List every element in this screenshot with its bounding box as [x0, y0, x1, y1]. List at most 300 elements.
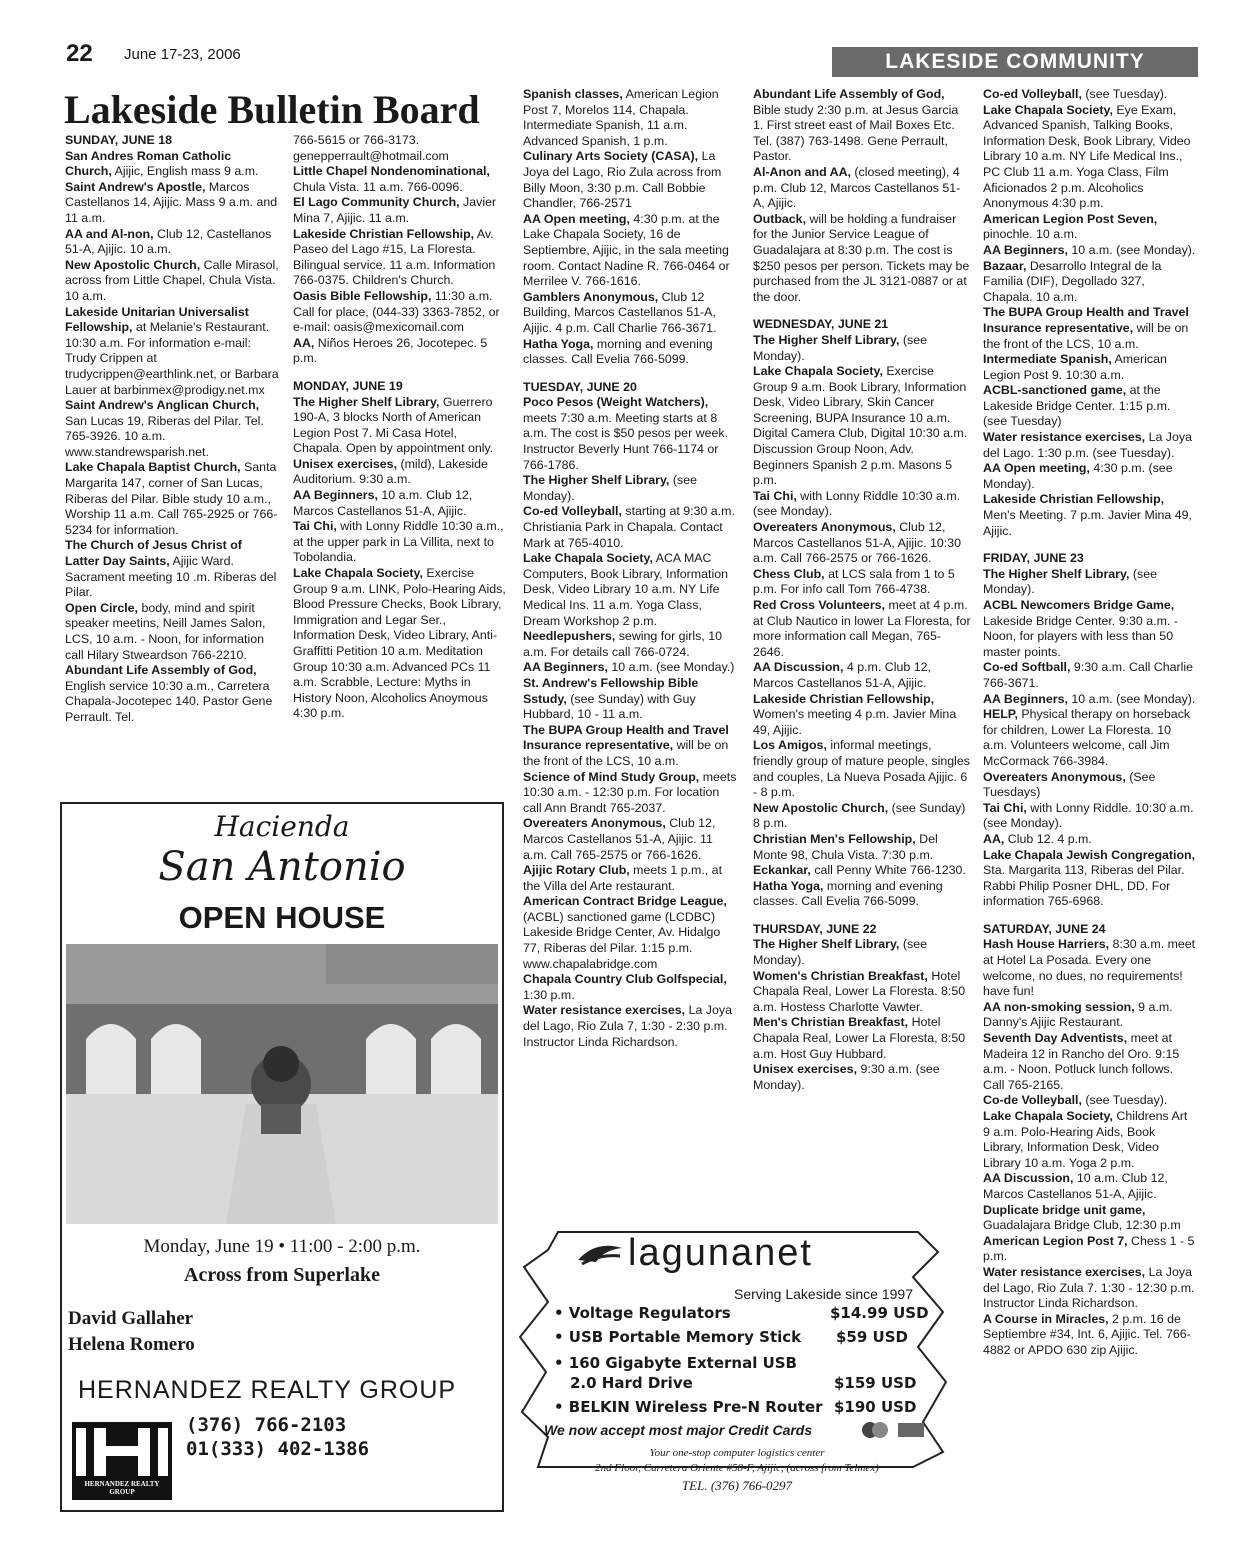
entry-details: Calle Mirasol, across from Little Chapel, Chula Vista. 10 a.m.: [65, 257, 279, 303]
entry-details: body, mind and spirit speaker meetins, Neill James Salon, LCS, 10 a.m. - Noon, for information call Hilary Stweardson 766-2210.: [65, 600, 266, 662]
listing-entry: [983, 692, 1197, 708]
entry-details: San Lucas 19, Riberas del Pilar. Tel. 765-3926. 10 a.m. www.standrewsparish.net.: [65, 413, 264, 459]
entry-details: Club 12, Castellanos 51-A, Ajijic. 10 a.m.: [65, 226, 272, 257]
listing-entry: [65, 601, 279, 663]
entry-name: American Legion Post 7,: [983, 1233, 1128, 1248]
listing-entry: [523, 337, 737, 368]
entry-name: Tai Chi,: [983, 800, 1027, 815]
listing-entry: [983, 1171, 1197, 1202]
entry-name: Poco Pesos (Weight Watchers),: [523, 395, 709, 410]
entry-name: Outback,: [753, 211, 807, 226]
entry-details: 4:30 p.m. (see Monday).: [983, 461, 1173, 491]
listing-column-1: [65, 133, 279, 793]
listing-entry: [523, 816, 737, 863]
entry-details: Hotel Chapala Real, Lower La Floresta, 8:50 a.m. Host Guy Hubbard.: [753, 1015, 966, 1061]
entry-details: La Joya del Lago, Rio Zula across from Billy Moon, 3:30 p.m. Call Bobbie Chandler, 766-2571: [523, 149, 722, 211]
listing-column-2: [293, 133, 507, 793]
entry-name: Overeaters Anonymous,: [983, 769, 1126, 784]
ad-tagline: Serving Lakeside since 1997: [734, 1286, 914, 1302]
entry-details: Guadalajara Bridge Club, 12:30 p.m: [983, 1218, 1181, 1233]
listing-entry: [983, 1109, 1197, 1171]
entry-name: The Higher Shelf Library,: [523, 473, 670, 488]
listing-entry: [753, 692, 971, 739]
entry-details: morning and evening classes. Call Evelia 766-5099.: [753, 878, 943, 909]
hernandez-logo: [72, 1422, 172, 1500]
entry-details: Desarrollo Integral de la Familia (DIF), Degollado 327, Chapala. 10 a.m.: [983, 258, 1162, 304]
entry-name: AA Beginners,: [983, 691, 1068, 706]
entry-details: Physical therapy on horseback for children, Lower La Floresta. 10 a.m. Volunteers welcome, call Jim McCormack 766-3984.: [983, 707, 1191, 768]
ad-agent-1: David Gallaher: [68, 1308, 194, 1329]
ad-footer-line-2: 2nd Floor, Carretera Oriente #58-F, Ajijic, (across from Telmex): [595, 1462, 879, 1474]
listing-entry: [753, 738, 971, 800]
entry-name: Lakeside Christian Fellowship,: [293, 226, 475, 241]
lagunanet-logo: lagunanet: [628, 1232, 813, 1274]
listing-entry: [983, 259, 1197, 306]
listing-entry: [753, 660, 971, 691]
entry-details: 9:30 a.m. (see Monday).: [753, 1062, 940, 1092]
ad-footer-phone: TEL. (376) 766-0297: [681, 1478, 793, 1493]
listing-entry: [523, 863, 737, 894]
listing-entry: [983, 770, 1197, 801]
ad-agent-2: Helena Romero: [68, 1334, 195, 1355]
entry-name: Lake Chapala Baptist Church,: [65, 460, 241, 475]
listing-entry: [983, 1203, 1197, 1234]
entry-name: Saint Andrew's Anglican Church,: [65, 398, 260, 413]
entry-details: (see Monday).: [753, 332, 927, 363]
entry-details: La Joya del Lago. 1:30 p.m. (see Tuesday).: [983, 430, 1192, 460]
listing-entry: [523, 770, 737, 817]
entry-name: Unisex exercises,: [293, 456, 398, 471]
entry-details: sewing for girls, 10 a.m. For details call 766-0724.: [523, 629, 723, 659]
entry-name: HELP,: [983, 707, 1018, 722]
entry-name: Overeaters Anonymous,: [523, 816, 666, 831]
day-heading: SUNDAY, JUNE 18: [65, 133, 172, 147]
entry-details: meet at 4 p.m. at Club Nautico in lower La Floresta, for more information call Megan, 765-2646.: [753, 598, 971, 659]
listing-entry: [65, 258, 279, 305]
entry-details: Exercise Group 9 a.m. LINK, Polo-Hearing Aids, Blood Pressure Checks, Book Library, Immigration and Legar Ser., Information Desk, Video Library, Anti-Graffitti Petition 10 a.m. Meditation Group 10:30 a.m. Advanced PCs 11 a.m. Scrabble, Lecture: Myths in History Noon, Alcoholics Anoymous 4:30 p.m.: [293, 566, 506, 721]
listing-entry: [523, 894, 737, 972]
listing-entry: [523, 676, 737, 723]
entry-details: 1:30 p.m.: [523, 987, 575, 1002]
listing-entry: [523, 660, 737, 676]
entry-name: New Apostolic Church,: [65, 257, 201, 272]
entry-name: Science of Mind Study Group,: [523, 769, 700, 784]
listing-entry: [293, 488, 507, 519]
entry-name: The Higher Shelf Library,: [983, 566, 1130, 581]
entry-name: Red Cross Volunteers,: [753, 598, 885, 612]
entry-name: Water resistance exercises,: [523, 1003, 686, 1018]
entry-name: A Course in Miracles,: [983, 1311, 1109, 1326]
entry-name: Co-ed Volleyball,: [983, 87, 1082, 101]
entry-details: 766-5615 or 766-3173. genepperrault@hotmail.com: [293, 133, 449, 163]
entry-details: (see Tuesday).: [1085, 1093, 1168, 1108]
listing-entry: [753, 801, 971, 832]
entry-details: (see Monday).: [983, 566, 1157, 597]
entry-details: La Joya del Lago, Rio Zula 7, 1:30 - 2:30 p.m. Instructor Linda Richardson.: [523, 1003, 732, 1049]
entry-name: Saint Andrew's Apostle,: [65, 179, 206, 194]
listing-entry: [523, 87, 737, 149]
listing-entry: [523, 504, 737, 551]
listing-entry: [523, 551, 737, 629]
entry-name: AA non-smoking session,: [983, 999, 1135, 1014]
entry-name: American Contract Bridge League,: [523, 894, 727, 909]
entry-details: Guerrero 190-A, 3 blocks North of American Legion Post 7. Mi Casa Hotel, Chapala. Open by appointment only.: [293, 394, 494, 456]
section-banner: LAKESIDE COMMUNITY: [832, 47, 1198, 77]
entry-details: (see Monday).: [753, 937, 927, 968]
entry-name: Women's Christian Breakfast,: [753, 968, 928, 983]
day-heading: WEDNESDAY, JUNE 21: [753, 317, 889, 332]
product-item: • 160 Gigabyte External USB: [554, 1354, 797, 1372]
entry-name: AA,: [983, 831, 1005, 846]
ad-phone-1: (376) 766-2103: [186, 1414, 347, 1436]
listing-entry: [753, 969, 971, 1016]
entry-details: at the Lakeside Bridge Center. 1:15 p.m. (see Tuesday): [983, 383, 1171, 429]
listing-entry: [523, 395, 737, 473]
entry-details: ACA MAC Computers, Book Library, Information Desk, Video Library 10 a.m. NY Life Medical Ins. 11 a.m. Yoga Class, Dream Workshop 2 p.m.: [523, 551, 728, 628]
entry-name: Chapala Country Club Golfspecial,: [523, 972, 727, 987]
listing-entry: [293, 457, 507, 488]
ad-phone-2: 01(333) 402-1386: [186, 1438, 370, 1460]
entry-name: Spanish classes,: [523, 87, 623, 101]
entry-name: The Higher Shelf Library,: [293, 394, 440, 409]
entry-details: Hotel Chapala Real, Lower La Floresta. 8:50 a.m. Hostess Charlotte Vawter.: [753, 968, 966, 1014]
listing-entry: [65, 227, 279, 258]
listing-entry: [523, 1003, 737, 1050]
listing-column-5: [983, 87, 1197, 1527]
entry-details: with Lonny Riddle. 10:30 a.m. (see Monday).: [983, 800, 1194, 831]
entry-name: Lake Chapala Society,: [523, 551, 653, 566]
issue-date: June 17-23, 2006: [124, 46, 241, 63]
entry-name: Gamblers Anonymous,: [523, 289, 659, 304]
listing-entry: [983, 848, 1197, 910]
entry-details: (see Monday).: [523, 473, 697, 503]
entry-details: morning and evening classes. Call Evelia 766-5099.: [523, 336, 713, 367]
entry-details: Chess 1 - 5 p.m.: [983, 1233, 1195, 1264]
entry-name: Men's Christian Breakfast,: [753, 1015, 909, 1030]
listing-entry: [753, 489, 971, 520]
entry-name: The Church of Jesus Christ of Latter Day Saints,: [65, 538, 242, 569]
day-heading: TUESDAY, JUNE 20: [523, 379, 637, 394]
day-heading: SATURDAY, JUNE 24: [983, 921, 1106, 936]
entry-name: AA Beginners,: [293, 488, 378, 503]
entry-name: AA and Al-non,: [65, 226, 154, 241]
listing-entry: [753, 832, 971, 863]
listing-entry: [983, 1093, 1197, 1109]
page-number: 22: [66, 40, 93, 67]
listing-entry: [753, 1062, 971, 1093]
entry-details: (mild), Lakeside Auditorium. 9:30 a.m.: [293, 456, 488, 487]
entry-name: Water resistance exercises,: [983, 1264, 1146, 1279]
listing-entry: [983, 1000, 1197, 1031]
entry-details: Club 12 Building, Marcos Castellanos 51-A, Ajijic. 4 p.m. Call Charlie 766-3671.: [523, 289, 717, 335]
listing-entry: [983, 243, 1197, 259]
entry-name: Tai Chi,: [293, 519, 337, 534]
entry-name: New Apostolic Church,: [753, 800, 889, 815]
entry-details: meets 7:30 a.m. Meeting starts at 8 a.m. The cost is $50 pesos per week. Instructor Beverly Hunt 766-1174 or 766-1786.: [523, 410, 729, 472]
entry-name: Unisex exercises,: [753, 1062, 858, 1077]
entry-details: Chula Vista. 11 a.m. 766-0096.: [293, 179, 463, 194]
listing-entry: [753, 364, 971, 489]
entry-details: will be holding a fundraiser for the Junior Service League of Guadalajara at 8:30 p.m. The cost is $250 pesos per person. Tickets may be purchased from the JL 3121-0887 or at the door.: [753, 211, 970, 304]
entry-details: with Lonny Riddle 10:30 a.m. (see Monday).: [753, 488, 961, 519]
entry-details: Lakeside Bridge Center. 9:30 a.m. - Noon, for players with less than 50 master points.: [983, 613, 1178, 659]
entry-details: informal meetings, friendly group of mature people, singles and couples, La Nueva Posada Ajijic. 6 - 8 p.m.: [753, 738, 970, 800]
listing-entry: [983, 937, 1197, 999]
listing-entry: [983, 598, 1197, 660]
entry-name: American Legion Post Seven,: [983, 211, 1158, 226]
entry-name: The BUPA Group Health and Travel Insurance representative,: [523, 722, 729, 753]
listing-entry: [293, 289, 507, 336]
entry-details: 10 a.m. Club 12, Marcos Castellanos 51-A, Ajijic.: [293, 488, 473, 518]
entry-name: Little Chapel Nondenominational,: [293, 164, 490, 179]
entry-name: AA Discussion,: [753, 660, 844, 675]
entry-details: (see Sunday) with Guy Hubbard, 10 - 11 a.m.: [523, 691, 696, 722]
product-price: $159 USD: [834, 1374, 917, 1392]
entry-details: starting at 9:30 a.m. Christiania Park in Chapala. Contact Mark at 765-4010.: [523, 504, 735, 550]
listing-entry: [983, 383, 1197, 430]
product-price: $190 USD: [834, 1398, 917, 1416]
entry-name: Chess Club,: [753, 566, 825, 581]
entry-details: English service 10:30 a.m., Carretera Chapala-Jocotepec 140. Pastor Gene Perrault. Tel.: [65, 678, 273, 724]
entry-name: AA Open meeting,: [523, 211, 630, 226]
entry-name: San Andres Roman Catholic Church,: [65, 148, 232, 179]
day-heading: THURSDAY, JUNE 22: [753, 921, 877, 936]
listing-entry: [983, 212, 1197, 243]
listing-column-3: [523, 87, 737, 1215]
listing-entry: [983, 1265, 1197, 1312]
listing-entry: [983, 305, 1197, 352]
listing-entry: [983, 87, 1197, 103]
entry-name: ACBL-sanctioned game,: [983, 383, 1127, 398]
listing-entry: [983, 103, 1197, 212]
entry-details: 4:30 p.m. at the Lake Chapala Society, 16 de Septiembre, Ajijic, in the sala meeting room. Contact Nadine R. 766-0464 or Merrilee V. 766-1616.: [523, 211, 730, 289]
credit-card-note: We now accept most major Credit Cards: [544, 1422, 813, 1438]
entry-name: Lakeside Unitarian Universalist Fellowship,: [65, 304, 249, 335]
listing-entry: [293, 195, 507, 226]
entry-name: Hatha Yoga,: [753, 878, 824, 893]
ad-footer-line-1: Your one-stop computer logistics center: [649, 1447, 825, 1459]
listing-entry: [523, 473, 737, 504]
listing-entry: [65, 305, 279, 399]
listing-entry: [65, 460, 279, 538]
entry-details: with Lonny Riddle 10:30 a.m., at the upper park in La Villita, next to Tobolandia.: [293, 519, 504, 565]
listing-column-4: [753, 87, 971, 1217]
entry-details: Childrens Art 9 a.m. Polo-Hearing Aids, Book Library, Information Desk, Video Library 10 a.m. Yoga 2 p.m.: [983, 1109, 1188, 1170]
entry-details: (See Tuesdays): [983, 769, 1156, 800]
entry-details: (ACBL) sanctioned game (LCDBC) Lakeside Bridge Center, Av. Hidalgo 77, Riberas del Pilar. 1:15 p.m. www.chapalabridge.com: [523, 909, 721, 971]
ad-date-time: Monday, June 19 • 11:00 - 2:00 p.m.: [143, 1236, 421, 1257]
listing-entry: [293, 519, 507, 566]
entry-name: ACBL Newcomers Bridge Game,: [983, 598, 1175, 612]
entry-name: The Higher Shelf Library,: [753, 332, 900, 347]
entry-details: Men's Meeting. 7 p.m. Javier Mina 49, Ajijic.: [983, 508, 1192, 538]
listing-entry: [293, 133, 507, 164]
entry-details: will be on the front of the LCS, 10 a.m.: [983, 320, 1189, 351]
listing-entry: [983, 1234, 1197, 1265]
entry-details: 4 p.m. Club 12, Marcos Castellanos 51-A, Ajijic.: [753, 660, 931, 690]
product-item: • BELKIN Wireless Pre-N Router: [554, 1398, 823, 1416]
lagunanet-swoosh-icon: [576, 1240, 624, 1268]
entry-name: Tai Chi,: [753, 488, 797, 503]
product-price: $14.99 USD: [830, 1304, 929, 1322]
listing-entry: [983, 492, 1197, 539]
entry-name: Co-de Volleyball,: [983, 1093, 1082, 1108]
entry-details: Del Monte 98, Chula Vista. 7:30 p.m.: [753, 831, 938, 862]
entry-details: Club 12, Marcos Castellanos 51-A, Ajijic. 11 a.m. Call 765-2575 or 766-1626.: [523, 816, 716, 862]
entry-name: Lake Chapala Society,: [753, 364, 883, 379]
entry-name: Christian Men's Fellowship,: [753, 831, 916, 846]
entry-details: call Penny White 766-1230.: [814, 863, 966, 878]
entry-name: Intermediate Spanish,: [983, 352, 1112, 367]
entry-details: (closed meeting), 4 p.m. Club 12, Marcos Castellanos 51-A, Ajijic.: [753, 164, 961, 211]
product-price: $59 USD: [836, 1328, 908, 1346]
entry-details: Javier Mina 7, Ajijic. 11 a.m.: [293, 195, 497, 225]
listing-entry: [753, 598, 971, 660]
entry-name: Lake Chapala Jewish Congregation,: [983, 847, 1196, 862]
listing-entry: [293, 164, 507, 195]
product-item: 2.0 Hard Drive: [570, 1374, 693, 1392]
entry-details: 8:30 a.m. meet at Hotel La Posada. Every one welcome, no dues, no requirements! have fun!: [983, 937, 1196, 999]
listing-entry: [983, 1031, 1197, 1093]
product-item: • USB Portable Memory Stick: [554, 1328, 802, 1346]
entry-name: Hash House Harriers,: [983, 937, 1110, 952]
listing-entry: [65, 538, 279, 600]
listing-entry: [753, 1015, 971, 1062]
entry-details: Santa Margarita 147, corner of San Lucas, Riberas del Pilar. Bible study 10 a.m., Worship 11 a.m. Call 765-2925 or 766-5234 for information.: [65, 460, 278, 537]
entry-name: AA Beginners,: [523, 660, 608, 675]
listing-entry: [523, 149, 737, 211]
day-heading: MONDAY, JUNE 19: [293, 378, 403, 393]
entry-details: 2 p.m. 16 de Septiembre #34, Int. 6, Ajijic. Tel. 766-4882 or APDO 630 zip Ajijic.: [983, 1311, 1191, 1357]
listing-entry: [65, 180, 279, 227]
listing-entry: [753, 165, 971, 212]
entry-name: Hatha Yoga,: [523, 336, 594, 351]
listing-entry: [983, 801, 1197, 832]
entry-name: Abundant Life Assembly of God,: [753, 87, 945, 101]
listing-entry: [983, 461, 1197, 492]
entry-name: Lakeside Christian Fellowship,: [983, 492, 1165, 507]
entry-details: 9:30 a.m. Call Charlie 766-3671.: [983, 660, 1194, 690]
entry-details: Ajijic, English mass 9 a.m.: [114, 164, 259, 179]
lagunanet-ad: [518, 1222, 956, 1504]
listing-entry: [983, 1312, 1197, 1359]
entry-name: Lake Chapala Society,: [983, 102, 1113, 117]
listing-entry: [293, 336, 507, 367]
entry-details: Sta. Margarita 113, Riberas del Pilar. Rabbi Philip Posner DHL, DD. For information 765-6968.: [983, 863, 1185, 909]
entry-details: Eye Exam, Advanced Spanish, Talking Books, Information Desk, Book Library, Video Library 10 a.m. NY Life Medical Ins., PC Club 11 a.m. Yoga Class, Film Aficionados 2 p.m. Alcoholics Anonymous 4:30 p.m.: [983, 102, 1191, 211]
entry-name: AA,: [293, 335, 315, 350]
entry-details: pinochle. 10 a.m.: [983, 227, 1078, 242]
entry-details: at LCS sala from 1 to 5 p.m. For info call Tom 766-4738.: [753, 566, 955, 597]
entry-details: 10 a.m. Club 12, Marcos Castellanos 51-A, Ajijic.: [983, 1171, 1168, 1201]
entry-details: 10 a.m. (see Monday.): [611, 660, 735, 675]
listing-entry: [983, 352, 1197, 383]
listing-entry: [293, 395, 507, 457]
ad-firm-name: HERNANDEZ REALTY GROUP: [78, 1376, 457, 1404]
entry-details: Ajijic Ward. Sacrament meeting 10 .m. Riberas del Pilar.: [65, 554, 277, 600]
entry-name: Los Amigos,: [753, 738, 827, 753]
entry-details: (see Tuesday).: [1085, 87, 1168, 101]
listing-entry: [293, 227, 507, 289]
listing-entry: [523, 212, 737, 290]
listing-entry: [983, 832, 1197, 848]
entry-details: meet at Madeira 12 in Rancho del Oro. 9:15 a.m. - Noon. Potluck lunch follows. Call 765-2165.: [983, 1031, 1180, 1092]
entry-details: meets 1 p.m., at the Villa del Arte restaurant.: [523, 863, 723, 893]
listing-entry: [65, 398, 279, 460]
logo-caption: HERNANDEZ REALTY GROUP: [84, 1480, 160, 1496]
listing-entry: [753, 567, 971, 598]
listing-entry: [983, 430, 1197, 461]
entry-details: meets 10:30 a.m. - 12:30 p.m. For location call Ann Brandt 765-2037.: [523, 769, 737, 815]
listing-entry: [753, 87, 971, 165]
entry-name: AA Open meeting,: [983, 461, 1090, 476]
entry-details: Av. Paseo del Lago #15, La Floresta. Bilingual service. 11 a.m. Information 766-0375. Children's Church.: [293, 226, 496, 288]
entry-details: will be on the front of the LCS, 10 a.m.: [523, 738, 729, 768]
entry-name: Needlepushers,: [523, 629, 616, 644]
page-title: Lakeside Bulletin Board: [64, 87, 480, 132]
entry-name: Seventh Day Adventists,: [983, 1031, 1128, 1046]
listing-entry: [983, 567, 1197, 598]
ad-headline: OPEN HOUSE: [178, 900, 386, 935]
entry-details: at Melanie's Restaurant. 10:30 a.m. For information e-mail: Trudy Crippen at trudycrippen@earthlink.net, or Barbara Lauer at barbinmex@prodigy.net.mx: [65, 320, 279, 397]
entry-name: Bazaar,: [983, 258, 1027, 273]
entry-name: Open Circle,: [65, 600, 138, 615]
entry-details: Women's meeting 4 p.m. Javier Mina 49, Ajijic.: [753, 707, 957, 737]
credit-card-icon: [858, 1420, 928, 1440]
listing-entry: [65, 149, 279, 180]
entry-name: Water resistance exercises,: [983, 430, 1146, 445]
listing-entry: [753, 879, 971, 910]
listing-entry: [523, 290, 737, 337]
listing-entry: [753, 333, 971, 364]
entry-name: Culinary Arts Society (CASA),: [523, 149, 699, 164]
entry-name: Lake Chapala Society,: [293, 566, 423, 581]
entry-name: Al-Anon and AA,: [753, 164, 851, 179]
entry-details: 11:30 a.m. Call for place, (044-33) 3363-7852, or e-mail: oasis@mexicomail.com: [293, 288, 500, 335]
entry-name: Lake Chapala Society,: [983, 1109, 1113, 1123]
entry-details: Exercise Group 9 a.m. Book Library, Information Desk, Video Library, Skin Cancer Screening, BUPA Insurance 10 a.m. Digital Camera Club, Digital 10:30 a.m. Discussion Group Noon, Adv. Beginners Spanish 2 p.m. Masons 5 p.m.: [753, 364, 968, 488]
listing-entry: [65, 663, 279, 725]
entry-name: Oasis Bible Fellowship,: [293, 288, 432, 303]
listing-entry: [983, 660, 1197, 691]
listing-entry: [753, 863, 971, 879]
entry-name: AA Discussion,: [983, 1171, 1074, 1186]
entry-name: Duplicate bridge unit game,: [983, 1202, 1146, 1217]
entry-details: Marcos Castellanos 14, Ajijic. Mass 9 a.m. and 11 a.m.: [65, 179, 278, 225]
ad-location: Across from Superlake: [184, 1264, 380, 1286]
courtyard-photo: [66, 944, 498, 1224]
listing-entry: [523, 723, 737, 770]
ad-script-hacienda: Hacienda: [214, 810, 350, 843]
listing-entry: [983, 707, 1197, 769]
entry-details: La Joya del Lago, Rio Zula 7. 1:30 - 12:30 p.m. Instructor Linda Richardson.: [983, 1264, 1195, 1311]
hacienda-open-house-ad: [60, 802, 504, 1512]
entry-name: Eckankar,: [753, 863, 811, 878]
listing-entry: [523, 972, 737, 1003]
entry-details: American Legion Post 9. 10:30 a.m.: [983, 352, 1167, 382]
listing-entry: [753, 937, 971, 968]
entry-details: American Legion Post 7, Morelos 114, Chapala. Intermediate Spanish, 11 a.m. Advanced Spanish, 1 p.m.: [523, 87, 719, 148]
entry-details: 9 a.m. Danny's Ajijic Restaurant.: [983, 999, 1173, 1030]
entry-name: AA Beginners,: [983, 242, 1068, 257]
listing-entry: [523, 629, 737, 660]
entry-details: Niños Heroes 26, Jocotepec. 5 p.m.: [293, 335, 488, 366]
listing-entry: [753, 212, 971, 306]
entry-name: Co-ed Volleyball,: [523, 504, 622, 519]
listing-entry: [753, 520, 971, 567]
product-item: • Voltage Regulators: [554, 1304, 731, 1322]
entry-name: Lakeside Christian Fellowship,: [753, 691, 935, 706]
